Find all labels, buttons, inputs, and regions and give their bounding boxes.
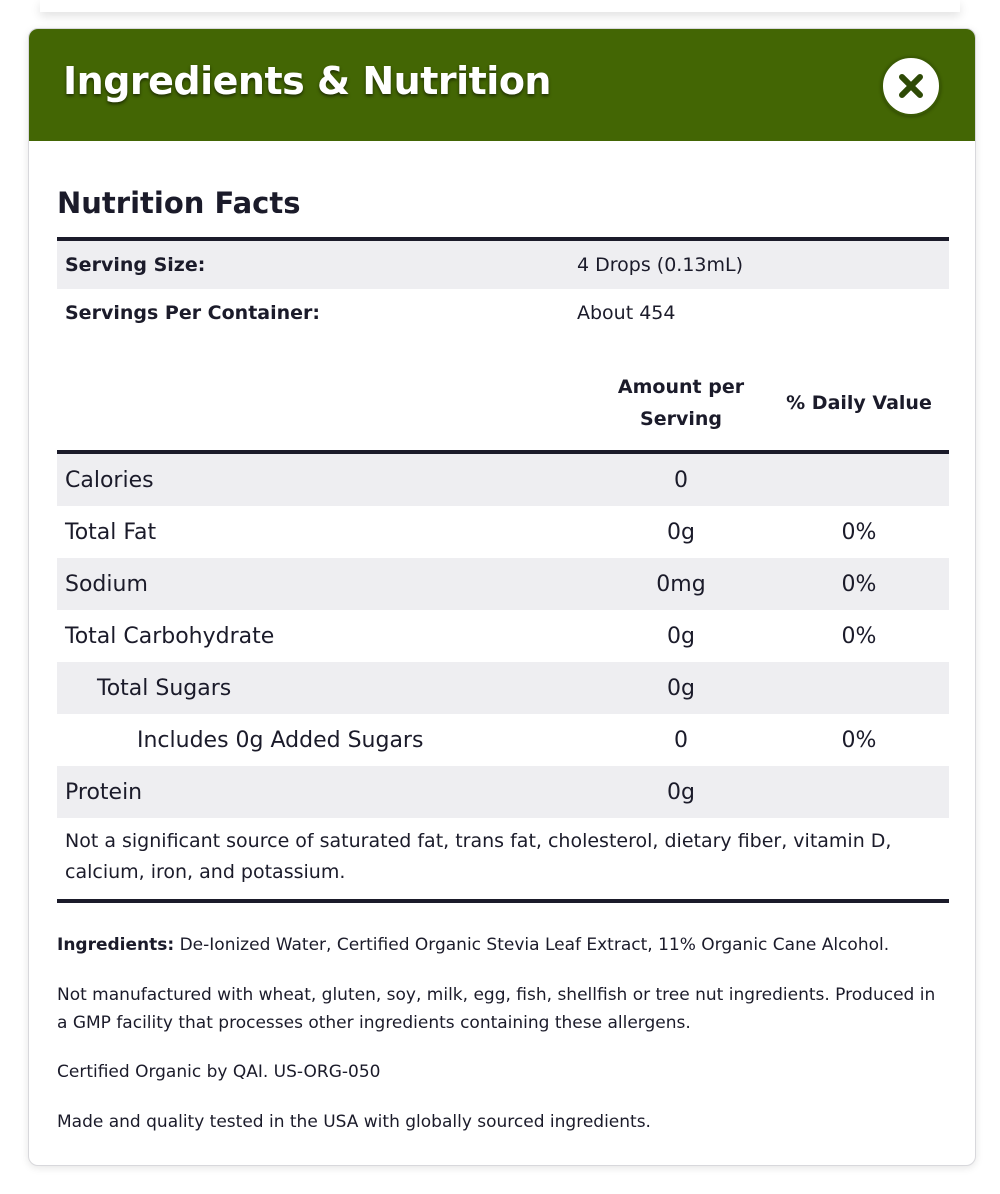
product-info [57, 931, 949, 1136]
servings-per-container-label: Servings Per Container: [65, 302, 321, 324]
servings-per-container-row [57, 289, 949, 337]
nutrient-amount: 0mg [656, 571, 706, 597]
nutrient-amount: 0g [667, 519, 695, 545]
nutrient-column-headers [57, 355, 949, 450]
previous-panel-edge [40, 0, 960, 12]
nutrient-daily-value: 0% [841, 727, 877, 753]
nutrient-amount: 0g [667, 623, 695, 649]
amount-per-serving-header: Amount per Serving [617, 375, 745, 430]
allergen-statement: Not manufactured with wheat, gluten, soy, milk, egg, fish, shellfish or tree nut ingredients. Produced in a GMP facility that processes other ingredients containing these allergens. [57, 985, 936, 1033]
nutrient-daily-value: 0% [841, 571, 877, 597]
nutrient-row [57, 558, 949, 610]
certification-statement: Certified Organic by QAI. US-ORG-050 [57, 1062, 381, 1082]
nutrient-row [57, 662, 949, 714]
ingredients-line [57, 931, 949, 959]
nutrient-daily-value: 0% [841, 519, 877, 545]
serving-size-value: 4 Drops (0.13mL) [577, 254, 743, 276]
serving-size-row [57, 241, 949, 289]
nutrient-amount: 0g [667, 675, 695, 701]
nutrient-name: Protein [65, 779, 143, 805]
ingredients-label: Ingredients: [57, 935, 175, 955]
ingredients-text: De-Ionized Water, Certified Organic Stevia Leaf Extract, 11% Organic Cane Alcohol. [174, 935, 890, 955]
serving-size-label: Serving Size: [65, 254, 206, 276]
nutrient-amount: 0 [674, 467, 688, 493]
nutrient-amount: 0 [674, 727, 688, 753]
nutrient-row [57, 766, 949, 818]
nutrient-name: Calories [65, 467, 154, 493]
ingredients-nutrition-modal [28, 28, 976, 1166]
daily-value-header: % Daily Value [786, 391, 932, 414]
nutrient-row [57, 506, 949, 558]
close-button[interactable] [881, 56, 941, 116]
modal-header [29, 29, 975, 141]
nutrient-name: Total Carbohydrate [65, 623, 275, 649]
nutrient-daily-value: 0% [841, 623, 877, 649]
close-x-icon [898, 73, 924, 99]
nutrient-name: Total Sugars [97, 675, 232, 701]
nutrient-row [57, 454, 949, 506]
nutrient-name: Sodium [65, 571, 148, 597]
nutrient-name: Total Fat [65, 519, 157, 545]
nutrition-facts-title: Nutrition Facts [57, 186, 301, 220]
servings-per-container-value: About 454 [577, 302, 676, 324]
nutrient-amount: 0g [667, 779, 695, 805]
origin-statement: Made and quality tested in the USA with globally sourced ingredients. [57, 1112, 651, 1132]
modal-content [57, 186, 949, 1136]
nutrient-name: Includes 0g Added Sugars [137, 727, 424, 753]
nutrient-row [57, 610, 949, 662]
nutrition-footnote: Not a significant source of saturated fat, trans fat, cholesterol, dietary fiber, vitamin D, calcium, iron, and potassium. [65, 830, 892, 883]
nutrient-row [57, 714, 949, 766]
modal-title: Ingredients & Nutrition [63, 59, 551, 103]
